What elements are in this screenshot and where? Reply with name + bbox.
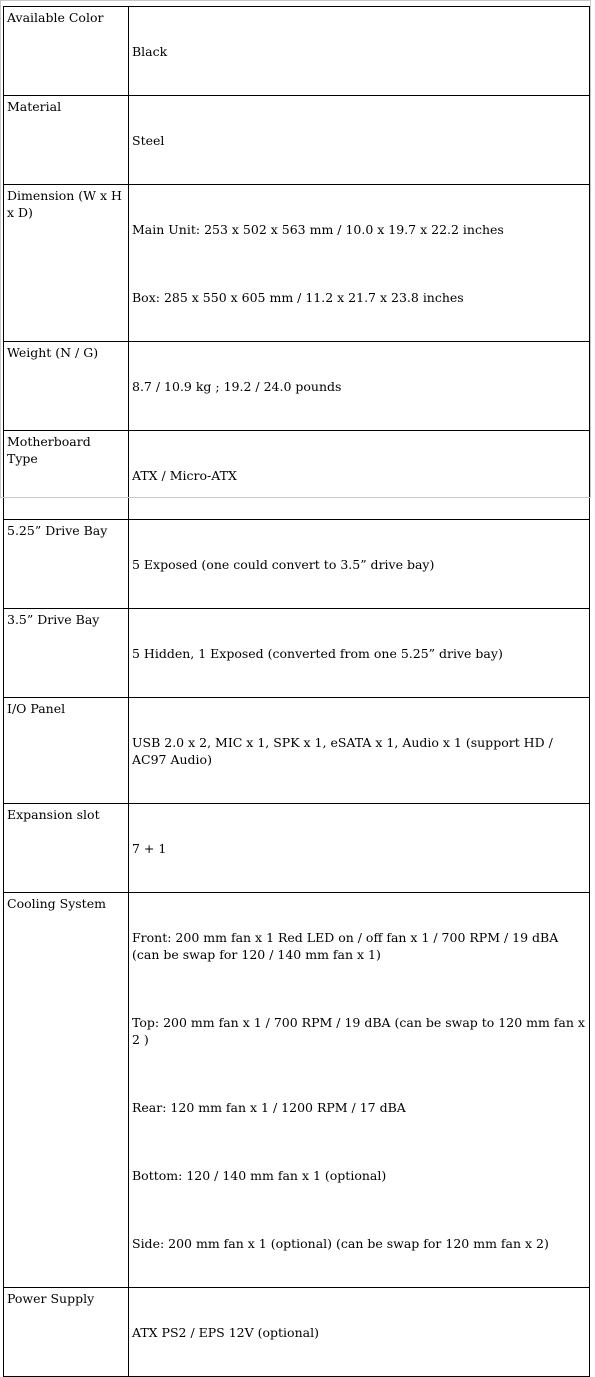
- spec-label: Motherboard Type: [4, 431, 129, 520]
- spec-value: [129, 96, 590, 185]
- spec-row: [4, 185, 590, 342]
- spec-value-line: Bottom: 120 / 140 mm fan x 1 (optional): [132, 1168, 387, 1183]
- spec-value-line: Main Unit: 253 x 502 x 563 mm / 10.0 x 19.7 x 22.2 inches: [132, 222, 504, 237]
- spec-value-line: ATX PS2 / EPS 12V (optional): [132, 1325, 319, 1340]
- spec-label: Material: [4, 96, 129, 185]
- spec-value: [129, 804, 590, 893]
- spec-label: Expansion slot: [4, 804, 129, 893]
- spec-label: Power Supply: [4, 1288, 129, 1377]
- spec-value: [129, 609, 590, 698]
- spec-label: Available Color: [4, 7, 129, 96]
- spec-row: [4, 698, 590, 804]
- spec-row: [4, 804, 590, 893]
- spec-value: [129, 7, 590, 96]
- spec-row: [4, 7, 590, 96]
- spec-label: Dimension (W x H x D): [4, 185, 129, 342]
- spec-label: 3.5” Drive Bay: [4, 609, 129, 698]
- spec-row: [4, 1288, 590, 1377]
- spec-value: [129, 431, 590, 520]
- spec-value: [129, 1288, 590, 1377]
- spec-label: Cooling System: [4, 893, 129, 1288]
- spec-value: [129, 893, 590, 1288]
- spec-value-line: Front: 200 mm fan x 1 Red LED on / off fan x 1 / 700 RPM / 19 dBA (can be swap for 120 / 140 mm fan x 1): [132, 930, 563, 962]
- spec-value-line: 7 + 1: [132, 841, 167, 856]
- spec-label: Weight (N / G): [4, 342, 129, 431]
- spec-value-line: Rear: 120 mm fan x 1 / 1200 RPM / 17 dBA: [132, 1100, 406, 1115]
- spec-value: [129, 342, 590, 431]
- spec-row: [4, 609, 590, 698]
- spec-value-line: 5 Hidden, 1 Exposed (converted from one 5.25” drive bay): [132, 646, 503, 661]
- spec-value: [129, 520, 590, 609]
- spec-label: 5.25” Drive Bay: [4, 520, 129, 609]
- spec-value: [129, 185, 590, 342]
- spec-row: [4, 893, 590, 1288]
- spec-label: I/O Panel: [4, 698, 129, 804]
- spec-value-line: ATX / Micro-ATX: [132, 468, 237, 483]
- spec-value-line: Black: [132, 44, 168, 59]
- spec-value-line: Steel: [132, 133, 165, 148]
- spec-row: [4, 431, 590, 520]
- spec-row: [4, 520, 590, 609]
- spec-row: [4, 96, 590, 185]
- spec-value-line: 8.7 / 10.9 kg ; 19.2 / 24.0 pounds: [132, 379, 342, 394]
- spec-value-line: Side: 200 mm fan x 1 (optional) (can be swap for 120 mm fan x 2): [132, 1236, 549, 1251]
- spec-row: [4, 342, 590, 431]
- spec-table: [3, 6, 590, 1377]
- spec-value-line: Box: 285 x 550 x 605 mm / 11.2 x 21.7 x 23.8 inches: [132, 290, 464, 305]
- spec-table-body: [4, 7, 590, 1377]
- spec-value-line: USB 2.0 x 2, MIC x 1, SPK x 1, eSATA x 1, Audio x 1 (support HD / AC97 Audio): [132, 735, 557, 767]
- spec-value-line: 5 Exposed (one could convert to 3.5” drive bay): [132, 557, 435, 572]
- spec-value-line: Top: 200 mm fan x 1 / 700 RPM / 19 dBA (can be swap to 120 mm fan x 2 ): [132, 1015, 589, 1047]
- spec-value: [129, 698, 590, 804]
